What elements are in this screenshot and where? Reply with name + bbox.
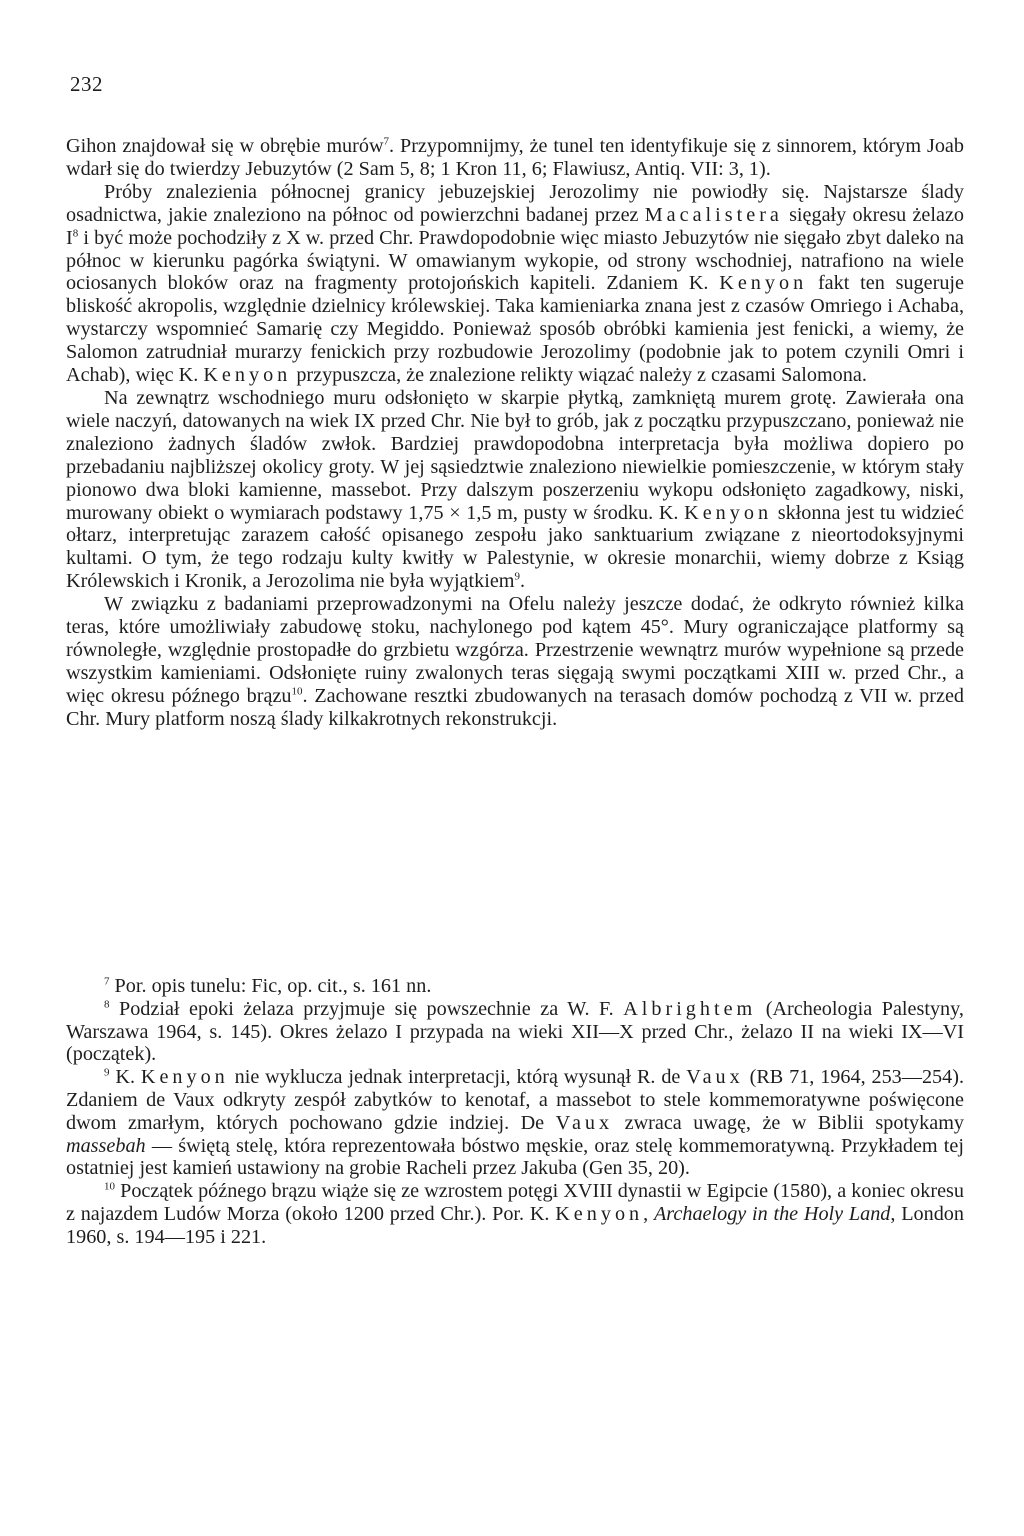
paragraph [66,135,964,181]
page-number: 232 [70,72,103,96]
footnote-ref: 7 [104,975,110,988]
footnote [66,1066,964,1180]
text-run: (Archeologia Palestyny, Warszawa 1964, s. 145). Okres żelazo I przypada na wieki XII—X przed Chr., żelazo II na wieki IX—VI (początek). [66,997,964,1066]
body-text [66,135,964,731]
text-run: sięgały okresu żelazo I [66,203,965,249]
text-run: zwraca uwagę, że w Biblii spotykamy [613,1111,964,1134]
spaced-name: Kenyon [684,501,773,524]
text-run: (RB 71, 1964, 253—254). Zdaniem de Vaux odkryty zespół zabytków to kenotaf, a massebot to stele kommemoratywne poświęcone dwom zmarłym, których pochowano gdzie indziej. De [66,1066,964,1134]
spaced-name: Albrightem [623,997,757,1020]
paragraph [66,181,964,387]
spaced-name: Vaux [686,1066,744,1089]
text-run: Na zewnątrz wschodniego muru odsłonięto w skarpie płytką, zamkniętą murem grotę. Zawierała ona wiele naczyń, datowanych na wiek IX przed Chr. Nie był to grób, jak z początku przypuszczano, ponieważ nie znaleziono żadnych śladów zwłok. Bardziej prawdopodobna interpretacja była możliwa dopiero po przebadaniu najbliższej okolicy groty. W jej sąsiedztwie znaleziono niewielkie pomieszczenie, w którym stały pionowo dwa bloki kamienne, massebot. Przy dalszym poszerzeniu wykopu odsłonięto zagadkowy, niski, murowany obiekt o wymiarach podstawy 1,75 × 1,5 m, pusty w środku. K. [66,386,964,524]
spaced-name: Kenyon [719,272,808,295]
spaced-name: Vaux [555,1111,614,1134]
text-run: Podział epoki żelaza przyjmuje się powszechnie za W. F. [109,997,624,1020]
text-run: — świętą stelę, która reprezentowała bóstwo męskie, oraz stelę kommemoratywną. Przykładem tej ostatniej jest kamień ustawiony na grobie Racheli przez Jakuba (Gen 35, 20). [66,1134,964,1180]
footnote-ref: 10 [104,1180,115,1193]
footnote-ref: 7 [383,135,390,148]
text-run: . Przypomnijmy, że tunel ten identyfikuje się z sinnorem, którym Joab wdarł się do twierdzy Jebuzytów (2 Sam 5, 8; 1 Kron 11, 6; Flawiusz, Antiq. VII: 3, 1). [66,135,964,180]
footnote-ref: 9 [514,570,520,583]
text-run: przypuszcza, że znalezione relikty wiązać należy z czasami Salomona. [291,364,867,387]
text-run: i być może pochodziły z X w. przed Chr. Prawdopodobnie więc miasto Jebuzytów nie sięgało zbyt daleko na północ w kierunku pagórka świątyni. W omawianym wykopie, od strony wschodniej, natrafiono na wiele ociosanych bloków oraz na fragmenty protojońskich kapiteli. Zdaniem K. [66,226,964,295]
footnotes [66,975,964,1249]
footnote [66,975,964,998]
paragraph [66,387,964,593]
text-run: , [643,1202,654,1225]
text-run: K. [109,1066,141,1089]
text-run: skłonna jest tu widzieć ołtarz, interpretując zarazem całość opisanego zespołu jako sanktuarium związane z nieortodoksyjnymi kultami. O tym, że tego rodzaju kulty kwitły w Palestynie, w okresie monarchii, wiemy dobrze z Ksiąg Królewskich i Kronik, a Jerozolima nie była wyjątkiem [66,501,964,593]
spaced-name: Kenyon [555,1202,644,1225]
text-run: Próby znalezienia północnej granicy jebuzejskiej Jerozolimy nie powiodły się. Najstarsze ślady osadnictwa, jakie znaleziono na północ od powierzchni badanej przez [66,180,964,226]
italic-term: massebah [66,1134,146,1157]
footnote-ref: 10 [291,685,303,698]
text-run: Por. opis tunelu: Fic, op. cit., s. 161 nn. [109,975,432,997]
footnote-ref: 8 [104,998,110,1011]
italic-term: Archaelogy in the Holy Land [653,1202,891,1225]
footnote [66,998,964,1066]
text-run: , London 1960, s. 194—195 i 221. [66,1202,964,1248]
footnote-ref: 8 [72,226,79,239]
text-run: nie wyklucza jednak interpretacji, którą wysunął R. de [228,1066,687,1089]
spaced-name: Kenyon [140,1066,229,1089]
spaced-name: Macalistera [644,203,783,226]
text-run: Gihon znajdował się w obrębie murów [66,135,384,157]
paragraph [66,593,964,730]
text-run: Początek późnego brązu wiąże się ze wzrostem potęgi XVIII dynastii w Egipcie (1580), a koniec okresu z najazdem Ludów Morza (około 1200 przed Chr.). Por. K. [66,1180,964,1225]
footnote [66,1180,964,1248]
text-run: fakt ten sugeruje bliskość akropolis, względnie dzielnicy królewskiej. Taka kamieniarka znana jest z czasów Omriego i Achaba, wystarczy wspomnieć Samarię czy Megiddo. Ponieważ sposób obróbki kamienia jest fenicki, a wiemy, że Salomon zatrudniał murarzy fenickich przy rozbudowie Jerozolimy (podobnie jak to potem czynili Omri i Achab), więc K. [66,272,964,387]
text-run: W związku z badaniami przeprowadzonymi na Ofelu należy jeszcze dodać, że odkryto również kilka teras, które umożliwiały zabudowę stoku, nachylonego pod kątem 45°. Mury ograniczające platformy są równoległe, względnie prostopadłe do grzbietu wzgórza. Przestrzenie wewnątrz murów wypełnione są przede wszystkim kamieniami. Odsłonięte ruiny zwalonych teras sięgają swymi początkami XIII w. przed Chr., a więc okresu późnego brązu [66,593,964,707]
footnote-ref: 9 [104,1066,110,1079]
text-run: . [520,570,526,593]
spaced-name: Kenyon [203,364,292,387]
text-run: . Zachowane resztki zbudowanych na terasach domów pochodzą z VII w. przed Chr. Mury platform noszą ślady kilkakrotnych rekonstrukcji. [66,684,965,730]
